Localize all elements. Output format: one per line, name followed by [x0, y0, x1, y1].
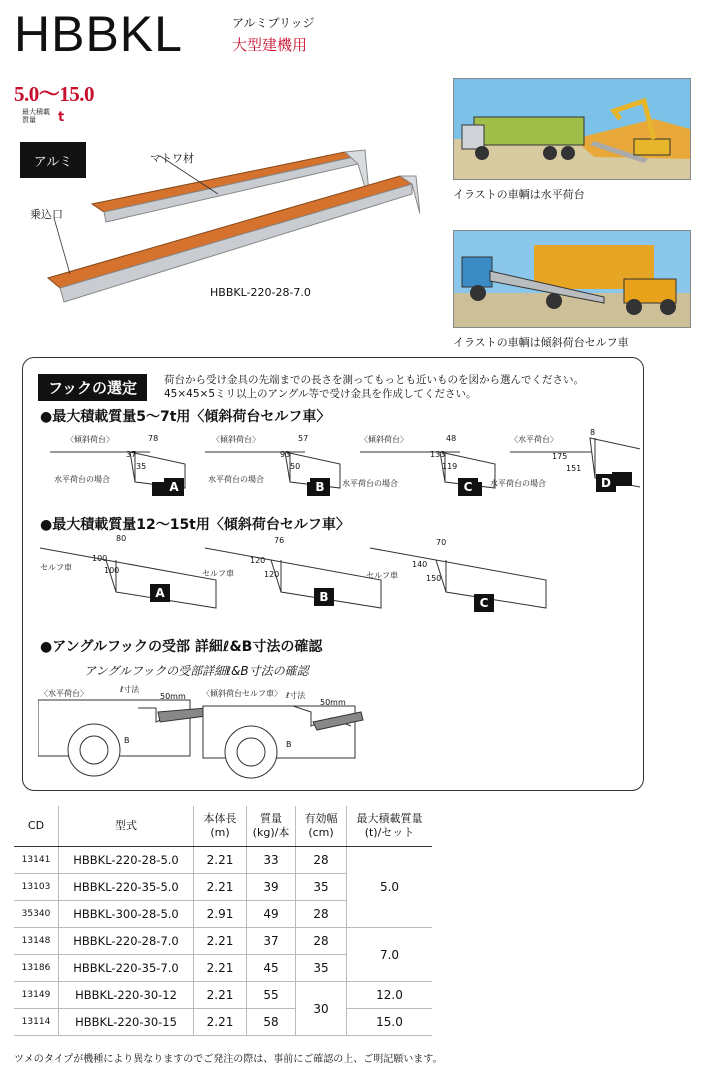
col-mass: 質量 (kg)/本: [247, 806, 296, 847]
cell-model: HBBKL-220-35-5.0: [59, 874, 194, 901]
diagram-C1-dim3: 119: [442, 462, 458, 471]
diagram-D1-letter: D: [596, 474, 616, 492]
cell-width: 28: [296, 901, 347, 928]
diagram-A1-letter: A: [164, 478, 184, 496]
label-entry: 乗込口: [30, 208, 63, 221]
cell-mass: 55: [247, 982, 296, 1009]
cell-width: 28: [296, 928, 347, 955]
diagram-C1-dim2: 133: [430, 450, 446, 459]
cell-load: 15.0: [347, 1009, 433, 1036]
angle-diagram-1-l: ℓ寸法: [120, 685, 140, 694]
cell-length: 2.21: [194, 1009, 247, 1036]
cell-length: 2.21: [194, 874, 247, 901]
diagram-C2-dim3: 150: [426, 574, 442, 583]
cell-cd: 13149: [14, 982, 59, 1009]
col-model: 型式: [59, 806, 194, 847]
load-unit: t: [58, 110, 65, 125]
col-load: 最大積載質量 (t)/セット: [347, 806, 433, 847]
hook-selection-title: フックの選定: [38, 374, 147, 401]
cell-width: 35: [296, 955, 347, 982]
cell-width: 35: [296, 874, 347, 901]
diagram-B1-dim1: 57: [298, 434, 309, 443]
section-angle-hook-heading: ●アングルフックの受部 詳細ℓ&B寸法の確認: [40, 639, 323, 655]
angle-diagram-2-b: B: [286, 740, 292, 749]
cell-length: 2.21: [194, 928, 247, 955]
cell-load: 12.0: [347, 982, 433, 1009]
diagram-D1-dim1: 8: [590, 428, 596, 437]
table-row: [14, 1009, 432, 1036]
truck-illustration-tilted: [453, 230, 691, 328]
diagram-C2-dim1: 70: [436, 538, 447, 547]
diagram-B1-tag: 〈傾斜荷台〉: [212, 435, 260, 444]
diagram-B1-label: 水平荷台の場合: [208, 475, 264, 484]
cell-mass: 33: [247, 847, 296, 874]
table-row: [14, 928, 432, 955]
section-5-7t-heading: ●最大積載質量5～7t用〈傾斜荷台セルフ車〉: [40, 409, 331, 425]
cell-length: 2.21: [194, 847, 247, 874]
angle-diagram-2-tag: 〈傾斜荷台セルフ車〉: [202, 689, 282, 698]
cell-width: 30: [296, 982, 347, 1036]
cell-mass: 49: [247, 901, 296, 928]
col-cd: CD: [14, 806, 59, 847]
col-width: 有効幅 (cm): [296, 806, 347, 847]
section-12-15t-heading: ●最大積載質量12～15t用〈傾斜荷台セルフ車〉: [40, 517, 350, 533]
diagram-B2-dim1: 76: [274, 536, 285, 545]
cell-length: 2.91: [194, 901, 247, 928]
diagram-D1-dim3: 151: [566, 464, 582, 473]
diagram-A1-dim1: 78: [148, 434, 159, 443]
cell-load: 7.0: [347, 928, 433, 982]
bridge-illustration: [40, 146, 420, 326]
diagram-B2-label: セルフ車: [202, 569, 234, 578]
load-range-label: 最大積載 質量: [22, 108, 50, 124]
diagram-A2-label: セルフ車: [40, 563, 72, 572]
angle-diagram-1-tag: 〈水平荷台〉: [40, 689, 88, 698]
table-header-row: [14, 806, 432, 847]
angle-diagram-1-mm: 50mm: [160, 692, 186, 701]
cell-mass: 39: [247, 874, 296, 901]
diagram-B2-dim3: 120: [264, 570, 280, 579]
diagram-A2-dim1: 80: [116, 534, 127, 543]
diagram-B1-dim2: 93: [280, 450, 291, 459]
spec-table: [14, 806, 432, 1036]
cell-model: HBBKL-300-28-5.0: [59, 901, 194, 928]
angle-diagram-2-mm: 50mm: [320, 698, 346, 707]
cell-cd: 35340: [14, 901, 59, 928]
cell-width: 28: [296, 847, 347, 874]
photo-caption-2: イラストの車輌は傾斜荷台セルフ車: [453, 336, 629, 349]
diagram-A1-label: 水平荷台の場合: [54, 475, 110, 484]
table-row: [14, 847, 432, 874]
cell-mass: 58: [247, 1009, 296, 1036]
cell-load: 5.0: [347, 847, 433, 928]
diagram-C1-tag: 〈傾斜荷台〉: [360, 435, 408, 444]
cell-length: 2.21: [194, 982, 247, 1009]
diagram-D1-dim2: 175: [552, 452, 568, 461]
diagram-A1-tag: 〈傾斜荷台〉: [66, 435, 114, 444]
cell-cd: 13148: [14, 928, 59, 955]
ramp-front: [48, 176, 420, 302]
diagram-C2-dim2: 140: [412, 560, 428, 569]
diagram-A2-dim2: 100: [92, 554, 108, 563]
diagram-A1-dim3: 35: [136, 462, 147, 471]
cell-cd: 13186: [14, 955, 59, 982]
cell-model: HBBKL-220-35-7.0: [59, 955, 194, 982]
cell-model: HBBKL-220-28-7.0: [59, 928, 194, 955]
section-angle-hook-subtitle: アングルフックの受部詳細ℓ&B寸法の確認: [84, 664, 309, 678]
angle-diagram-1-b: B: [124, 736, 130, 745]
footnote: ツメのタイプが機種により異なりますのでご発注の際は、事前にご確認の上、ご明記願います。: [14, 1054, 443, 1065]
cell-cd: 13114: [14, 1009, 59, 1036]
cell-mass: 37: [247, 928, 296, 955]
diagram-B1-letter: B: [310, 478, 330, 496]
cell-cd: 13103: [14, 874, 59, 901]
diagram-C2-label: セルフ車: [366, 571, 398, 580]
photo-caption-1: イラストの車輌は水平荷台: [453, 188, 585, 201]
diagram-B2-letter: B: [314, 588, 334, 606]
diagram-D1-tag: 〈水平荷台〉: [510, 435, 558, 444]
col-length: 本体長 (m): [194, 806, 247, 847]
diagram-A2-letter: A: [150, 584, 170, 602]
diagram-B2-dim2: 120: [250, 556, 266, 565]
truck-illustration-horizontal: [453, 78, 691, 180]
diagram-A1-dim2: 37: [126, 450, 137, 459]
hook-instructions: 荷台から受け金具の先端までの長さを測ってもっとも近いものを図から選んでください。 45×45×5ミリ以上のアングル等で受け金具を作成してください。: [164, 374, 584, 400]
cell-length: 2.21: [194, 955, 247, 982]
diagram-B1-dim3: 50: [290, 462, 301, 471]
diagram-C1-letter: C: [458, 478, 478, 496]
product-subtitle: アルミブリッジ: [232, 16, 315, 30]
product-title: HBBKL: [14, 6, 183, 62]
cell-model: HBBKL-220-30-15: [59, 1009, 194, 1036]
product-model-caption: HBBKL-220-28-7.0: [210, 286, 311, 299]
load-range: 5.0～15.0: [14, 82, 94, 106]
hook-diagrams-row2: [36, 532, 646, 612]
label-material: マトワ材: [150, 152, 194, 165]
diagram-A2-dim3: 100: [104, 566, 120, 575]
diagram-C1-label: 水平荷台の場合: [342, 479, 398, 488]
diagram-D1-label: 水平荷台の場合: [490, 479, 546, 488]
diagram-C2-letter: C: [474, 594, 494, 612]
diagram-C1-dim1: 48: [446, 434, 457, 443]
material-badge: アルミ: [20, 142, 86, 178]
cell-model: HBBKL-220-30-12: [59, 982, 194, 1009]
table-row: [14, 982, 432, 1009]
product-category: 大型建機用: [232, 36, 308, 54]
cell-mass: 45: [247, 955, 296, 982]
cell-cd: 13141: [14, 847, 59, 874]
cell-model: HBBKL-220-28-5.0: [59, 847, 194, 874]
angle-diagram-2-l: ℓ寸法: [286, 691, 306, 700]
